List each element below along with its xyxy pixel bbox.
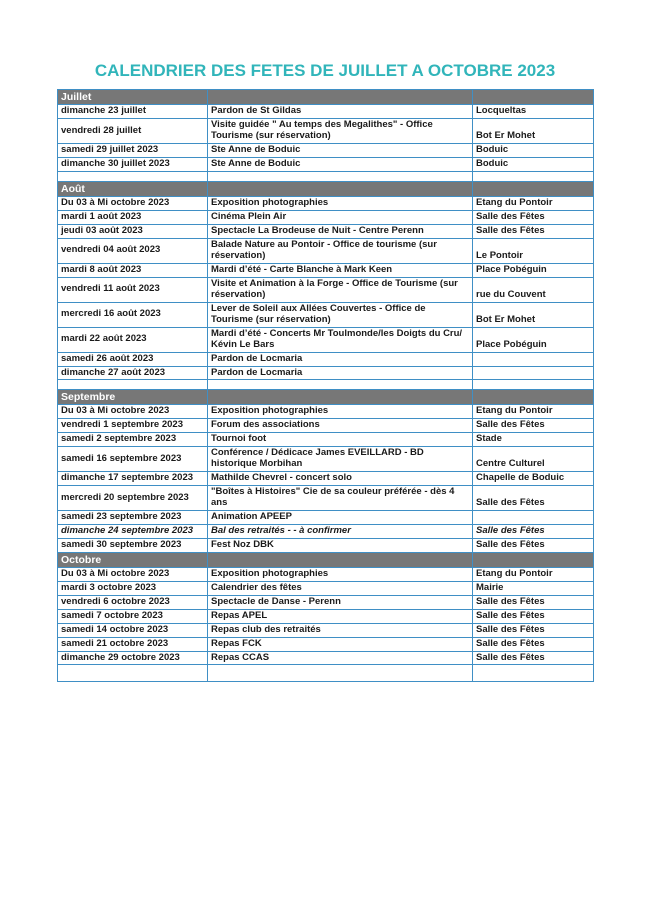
section-header-row <box>58 90 594 105</box>
table-row <box>58 210 594 224</box>
location-cell: Boduic <box>473 143 594 157</box>
event-cell: Pardon de St Gildas <box>208 105 473 119</box>
location-cell: Stade <box>473 433 594 447</box>
table-row <box>58 105 594 119</box>
table-row <box>58 405 594 419</box>
location-cell <box>473 352 594 366</box>
event-cell: Pardon de Locmaria <box>208 352 473 366</box>
date-cell: Du 03 à Mi octobre 2023 <box>58 196 208 210</box>
section-header-cell <box>208 181 473 196</box>
date-cell: Du 03 à Mi octobre 2023 <box>58 405 208 419</box>
event-cell: Visite et Animation à la Forge - Office de Tourisme (sur réservation) <box>208 277 473 302</box>
event-cell: Calendrier des fêtes <box>208 581 473 595</box>
location-cell: Locqueltas <box>473 105 594 119</box>
table-row <box>58 419 594 433</box>
event-cell: Repas CCAS <box>208 651 473 665</box>
spacer-row <box>58 171 594 181</box>
table-row <box>58 511 594 525</box>
table-row <box>58 525 594 539</box>
event-cell: Bal des retraités - - à confirmer <box>208 525 473 539</box>
table-row <box>58 366 594 380</box>
location-cell: Salle des Fêtes <box>473 637 594 651</box>
location-cell: Chapelle de Boduic <box>473 472 594 486</box>
date-cell: samedi 2 septembre 2023 <box>58 433 208 447</box>
event-cell: Spectacle de Danse - Perenn <box>208 595 473 609</box>
event-cell: Ste Anne de Boduic <box>208 157 473 171</box>
date-cell: dimanche 23 juillet <box>58 105 208 119</box>
page-title: CALENDRIER DES FETES DE JUILLET A OCTOBRE 2023 <box>94 61 556 80</box>
event-cell: Cinéma Plein Air <box>208 210 473 224</box>
table-row <box>58 224 594 238</box>
section-header-row <box>58 181 594 196</box>
location-cell: Etang du Pontoir <box>473 196 594 210</box>
table-row <box>58 327 594 352</box>
date-cell: samedi 16 septembre 2023 <box>58 447 208 472</box>
location-cell: Salle des Fêtes <box>473 651 594 665</box>
spacer-cell <box>208 171 473 181</box>
event-cell: Spectacle La Brodeuse de Nuit - Centre Perenn <box>208 224 473 238</box>
event-cell: Lever de Soleil aux Allées Couvertes - Office de Tourisme (sur réservation) <box>208 302 473 327</box>
table-row <box>58 486 594 511</box>
event-cell: Mardi d’été - Concerts Mr Toulmonde/les Doigts du Cru/ Kévin Le Bars <box>208 327 473 352</box>
location-cell: Bot Er Mohet <box>473 118 594 143</box>
location-cell: Etang du Pontoir <box>473 568 594 582</box>
event-cell: Conférence / Dédicace James EVEILLARD - BD historique Morbihan <box>208 447 473 472</box>
section-header-cell <box>473 552 594 567</box>
date-cell: dimanche 17 septembre 2023 <box>58 472 208 486</box>
events-table-body <box>58 90 594 682</box>
table-row <box>58 196 594 210</box>
date-cell: jeudi 03 août 2023 <box>58 224 208 238</box>
location-cell: Salle des Fêtes <box>473 525 594 539</box>
table-row <box>58 581 594 595</box>
spacer-cell <box>208 665 473 682</box>
table-row <box>58 651 594 665</box>
event-cell: Forum des associations <box>208 419 473 433</box>
table-row <box>58 352 594 366</box>
date-cell: vendredi 1 septembre 2023 <box>58 419 208 433</box>
date-cell: samedi 29 juillet 2023 <box>58 143 208 157</box>
spacer-cell <box>58 171 208 181</box>
table-row <box>58 433 594 447</box>
section-label: Août <box>58 181 208 196</box>
table-row <box>58 539 594 553</box>
spacer-cell <box>208 380 473 390</box>
table-row <box>58 302 594 327</box>
location-cell: Place Pobéguin <box>473 263 594 277</box>
date-cell: samedi 7 octobre 2023 <box>58 609 208 623</box>
section-label: Juillet <box>58 90 208 105</box>
event-cell: Pardon de Locmaria <box>208 366 473 380</box>
table-row <box>58 609 594 623</box>
section-header-cell <box>208 390 473 405</box>
date-cell: Du 03 à Mi octobre 2023 <box>58 568 208 582</box>
spacer-cell <box>58 665 208 682</box>
events-table <box>57 89 594 682</box>
event-cell: Exposition photographies <box>208 196 473 210</box>
event-cell: Tournoi foot <box>208 433 473 447</box>
location-cell: Etang du Pontoir <box>473 405 594 419</box>
table-row <box>58 447 594 472</box>
event-cell: Balade Nature au Pontoir - Office de tourisme (sur réservation) <box>208 238 473 263</box>
event-cell: Fest Noz DBK <box>208 539 473 553</box>
event-cell: Exposition photographies <box>208 568 473 582</box>
date-cell: samedi 21 octobre 2023 <box>58 637 208 651</box>
section-header-cell <box>473 181 594 196</box>
date-cell: vendredi 28 juillet <box>58 118 208 143</box>
date-cell: samedi 30 septembre 2023 <box>58 539 208 553</box>
location-cell: Salle des Fêtes <box>473 595 594 609</box>
date-cell: vendredi 6 octobre 2023 <box>58 595 208 609</box>
location-cell: Bot Er Mohet <box>473 302 594 327</box>
date-cell: dimanche 29 octobre 2023 <box>58 651 208 665</box>
location-cell: Salle des Fêtes <box>473 486 594 511</box>
event-cell: Ste Anne de Boduic <box>208 143 473 157</box>
location-cell: Salle des Fêtes <box>473 419 594 433</box>
date-cell: dimanche 30 juillet 2023 <box>58 157 208 171</box>
table-row <box>58 277 594 302</box>
date-cell: mercredi 16 août 2023 <box>58 302 208 327</box>
date-cell: vendredi 04 août 2023 <box>58 238 208 263</box>
location-cell: Salle des Fêtes <box>473 539 594 553</box>
section-header-cell <box>473 90 594 105</box>
section-header-cell <box>208 90 473 105</box>
event-cell: Repas APEL <box>208 609 473 623</box>
event-cell: "Boîtes à Histoires" Cie de sa couleur préférée - dès 4 ans <box>208 486 473 511</box>
location-cell: Salle des Fêtes <box>473 623 594 637</box>
date-cell: samedi 23 septembre 2023 <box>58 511 208 525</box>
table-row <box>58 637 594 651</box>
date-cell: mardi 3 octobre 2023 <box>58 581 208 595</box>
table-row <box>58 595 594 609</box>
location-cell: Place Pobéguin <box>473 327 594 352</box>
event-cell: Mathilde Chevrel - concert solo <box>208 472 473 486</box>
date-cell: dimanche 24 septembre 2023 <box>58 525 208 539</box>
table-row <box>58 568 594 582</box>
table-row <box>58 143 594 157</box>
date-cell: vendredi 11 août 2023 <box>58 277 208 302</box>
table-row <box>58 263 594 277</box>
location-cell: Mairie <box>473 581 594 595</box>
location-cell: Centre Culturel <box>473 447 594 472</box>
event-note: à confirmer <box>299 525 351 537</box>
section-label: Octobre <box>58 552 208 567</box>
spacer-cell <box>473 171 594 181</box>
date-cell: mardi 1 août 2023 <box>58 210 208 224</box>
event-cell: Repas FCK <box>208 637 473 651</box>
location-cell <box>473 366 594 380</box>
date-cell: mardi 8 août 2023 <box>58 263 208 277</box>
location-cell: Salle des Fêtes <box>473 210 594 224</box>
spacer-cell <box>473 380 594 390</box>
date-cell: samedi 14 octobre 2023 <box>58 623 208 637</box>
date-cell: mardi 22 août 2023 <box>58 327 208 352</box>
event-cell: Mardi d’été - Carte Blanche à Mark Keen <box>208 263 473 277</box>
event-cell: Animation APEEP <box>208 511 473 525</box>
section-header-cell <box>473 390 594 405</box>
event-cell: Repas club des retraités <box>208 623 473 637</box>
location-cell: Salle des Fêtes <box>473 224 594 238</box>
table-row <box>58 623 594 637</box>
location-cell: Le Pontoir <box>473 238 594 263</box>
section-label: Septembre <box>58 390 208 405</box>
spacer-row <box>58 380 594 390</box>
location-cell: Boduic <box>473 157 594 171</box>
location-cell: Salle des Fêtes <box>473 609 594 623</box>
event-cell: Exposition photographies <box>208 405 473 419</box>
date-cell: mercredi 20 septembre 2023 <box>58 486 208 511</box>
section-header-cell <box>208 552 473 567</box>
section-header-row <box>58 552 594 567</box>
table-row <box>58 472 594 486</box>
section-header-row <box>58 390 594 405</box>
date-cell: dimanche 27 août 2023 <box>58 366 208 380</box>
table-row <box>58 118 594 143</box>
spacer-cell <box>473 665 594 682</box>
date-cell: samedi 26 août 2023 <box>58 352 208 366</box>
event-cell: Visite guidée " Au temps des Megalithes" - Office Tourisme (sur réservation) <box>208 118 473 143</box>
spacer-row <box>58 665 594 682</box>
spacer-cell <box>58 380 208 390</box>
location-cell <box>473 511 594 525</box>
table-row <box>58 157 594 171</box>
location-cell: rue du Couvent <box>473 277 594 302</box>
table-row <box>58 238 594 263</box>
